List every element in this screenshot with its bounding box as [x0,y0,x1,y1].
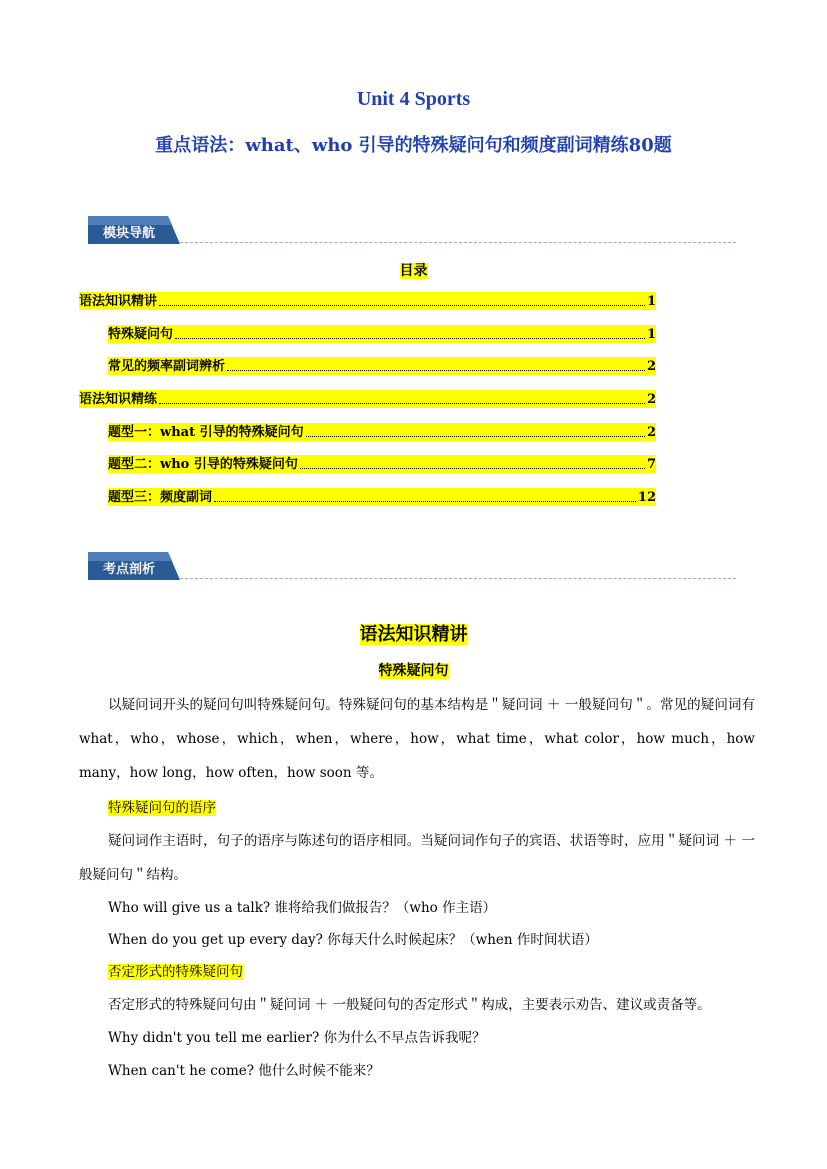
toc-item[interactable]: 题型三：频度副词 12 [108,490,656,505]
section-tab-label: 模块导航 [103,226,156,241]
section-tab-nav [88,216,180,244]
divider [180,242,736,243]
example-sentence: Who will give us a talk? 谁将给我们做报告？（who 作主语） [108,900,497,916]
toc-item[interactable]: 题型二：who 引导的特殊疑问句 7 [108,457,656,472]
toc-item[interactable]: 常见的频率副词辨析 2 [108,359,656,374]
toc-item[interactable]: 特殊疑问句 1 [108,327,656,342]
divider [180,578,736,579]
example-sentence: When can't he come? 他什么时候不能来？ [108,1063,380,1079]
toc-heading: 目录 [399,263,428,279]
example-sentence: When do you get up every day? 你每天什么时候起床？（when 作时间状语） [108,932,598,948]
word-order-paragraph: 疑问词作主语时，句子的语序与陈述句的语序相同。当疑问词作句子的宾语、状语等时，应用＂疑问词 ＋ 一般疑问句＂结构。 [79,833,755,883]
section-heading: 语法知识精讲 [359,624,468,645]
negative-paragraph: 否定形式的特殊疑问句由＂疑问词 ＋ 一般疑问句的否定形式＂构成，主要表示劝告、建议或责备等。 [108,997,711,1013]
section-tab-label: 考点剖析 [103,562,156,577]
topic-heading: 否定形式的特殊疑问句 [108,964,243,980]
document-title: Unit 4 Sports [356,88,471,110]
intro-paragraph: 以疑问词开头的疑问句叫特殊疑问句。特殊疑问句的基本结构是＂疑问词 ＋ 一般疑问句＂。常见的疑问词有 what，who，whose，which，when，where，how，what time，what color，how much，how many，how long，how often，how soon 等。 [79,697,755,781]
toc-item[interactable]: 语法知识精练 2 [79,392,656,407]
subsection-heading: 特殊疑问句 [378,663,449,679]
toc-item[interactable]: 题型一：what 引导的特殊疑问句 2 [108,425,656,440]
topic-heading: 特殊疑问句的语序 [108,800,216,816]
example-sentence: Why didn't you tell me earlier? 你为什么不早点告诉我呢？ [108,1030,486,1046]
toc-item[interactable]: 语法知识精讲 1 [79,294,656,309]
section-tab-analysis [88,552,180,580]
document-subtitle: 重点语法：what、who 引导的特殊疑问句和频度副词精练80题 [155,135,672,156]
